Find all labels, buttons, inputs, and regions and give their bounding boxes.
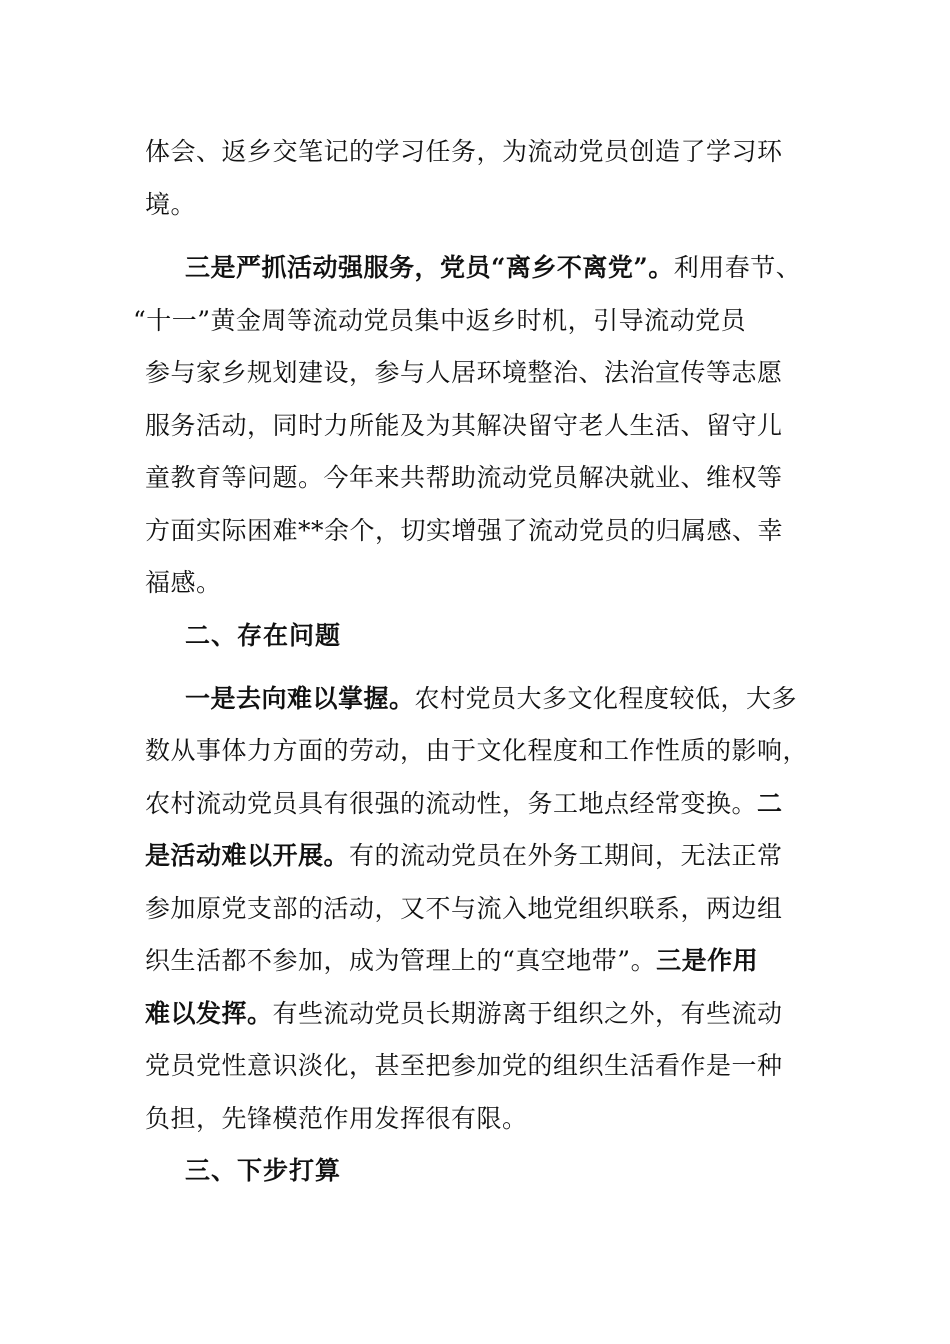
- paragraph-learning-env: [145, 126, 835, 231]
- text-line: 童教育等问题。今年来共帮助流动党员解决就业、维权等: [145, 463, 783, 492]
- text-line: [145, 778, 835, 831]
- text-line: [145, 830, 835, 883]
- text-line: 负担，先锋模范作用发挥很有限。: [145, 1103, 528, 1133]
- paragraph-point-three-service: [133, 242, 835, 610]
- text-line: 参与家乡规划建设，参与人居环境整治、法治宣传等志愿: [145, 358, 783, 387]
- text-line: 境。: [145, 189, 197, 219]
- section-heading-existing-problems: 二、存在问题: [185, 620, 342, 650]
- text-line: [145, 673, 835, 726]
- bold-lead-text: 一是去向难以掌握。: [185, 683, 415, 713]
- text-run: 农村流动党员具有很强的流动性，务工地点经常变换。: [145, 788, 758, 818]
- text-line: “十一”黄金周等流动党员集中返乡时机，引导流动党员: [133, 305, 747, 335]
- text-line: [145, 935, 835, 988]
- document-body: [133, 126, 835, 1197]
- text-run: 有些流动党员长期游离于组织之外，有些流动: [272, 998, 783, 1028]
- bold-lead-text: 难以发挥。: [145, 998, 273, 1028]
- text-run: 利用春节、: [673, 253, 802, 282]
- bold-lead-text: 是活动难以开展。: [145, 841, 350, 870]
- text-line: 数从事体力方面的劳动，由于文化程度和工作性质的影响，: [145, 736, 809, 765]
- text-run: 有的流动党员在外务工期间，无法正常: [349, 841, 783, 870]
- paragraph-problems: [145, 673, 835, 1146]
- bold-lead-text: 三是作用: [656, 946, 759, 975]
- text-line: [145, 242, 835, 295]
- text-line: 参加原党支部的活动，又不与流入地党组织联系，两边组: [145, 893, 783, 923]
- text-line: 方面实际困难**余个，切实增强了流动党员的归属感、幸: [145, 515, 784, 545]
- section-heading-next-steps: 三、下步打算: [185, 1156, 342, 1185]
- text-run: 织生活都不参加，成为管理上的“真空地带”。: [145, 946, 657, 975]
- text-line: [145, 988, 835, 1041]
- text-run: 农村党员大多文化程度较低，大多: [414, 683, 798, 713]
- text-line: 党员党性意识淡化，甚至把参加党的组织生活看作是一种: [145, 1051, 783, 1080]
- text-line: 体会、返乡交笔记的学习任务，为流动党员创造了学习环: [145, 137, 783, 166]
- text-line: 服务活动，同时力所能及为其解决留守老人生活、留守儿: [145, 410, 783, 440]
- text-line: 福感。: [145, 568, 222, 597]
- bold-lead-text: 二: [757, 788, 783, 818]
- bold-lead-text: 三是严抓活动强服务，党员“离乡不离党”。: [185, 253, 674, 282]
